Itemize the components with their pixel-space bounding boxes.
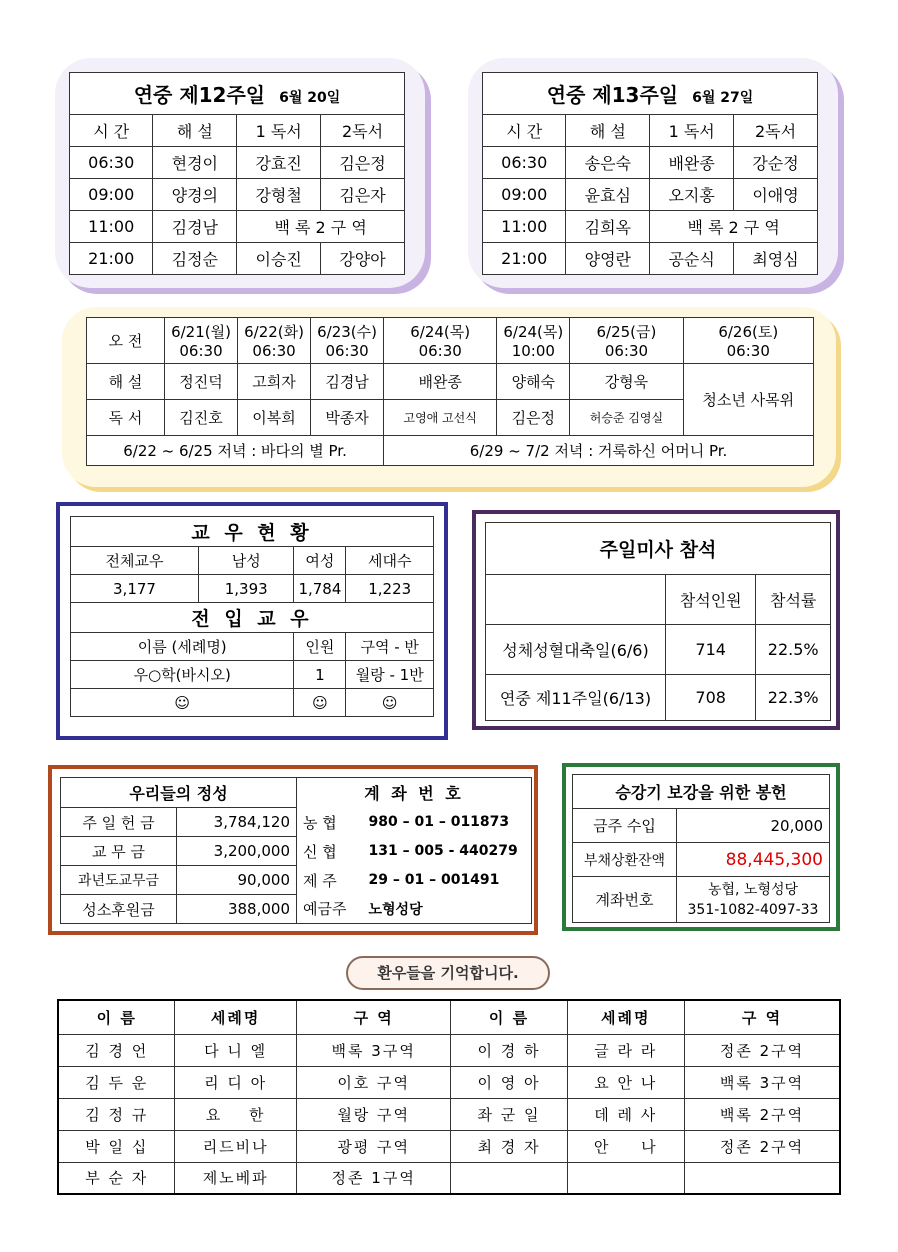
table-row: 주 일 헌 금 3,784,120 농 협 980 – 01 – 011873 [61, 808, 532, 837]
sunday-table-12 [69, 72, 405, 275]
sunday-panel-13 [468, 58, 838, 288]
transfer-title: 전 입 교 우 [71, 603, 434, 633]
attendance-table: 주일미사 참석 참석인원 참석률 성체성혈대축일(6/6) 714 22.5% 연중 제11주일(6/13) 708 22.3% [485, 522, 831, 721]
memorial-table [57, 999, 841, 1195]
smile-icon: ☺ [294, 689, 346, 717]
table-row: 09:00 윤효심 오지홍 이애영 [483, 179, 818, 211]
table-header: 시 간 해 설 1 독서 2독서 [70, 115, 405, 147]
table-header: 시 간 해 설 1 독서 2독서 [483, 115, 818, 147]
sunday-title: 연중 제12주일 6월 20일 [70, 73, 405, 115]
table-row: 성체성혈대축일(6/6) 714 22.5% [486, 625, 831, 675]
weekday-table [86, 317, 814, 466]
table-row: 성소후원금 388,000 예금주 노형성당 [61, 895, 532, 924]
weekday-reading-row: 독 서 김진호 이복희 박종자 고영애 고선식 김은정 허승준 김영실 [87, 400, 814, 436]
sunday-title: 연중 제13주일 6월 27일 [483, 73, 818, 115]
table-row: 21:00 양영란 공순식 최영심 [483, 243, 818, 275]
table-row: 부 순 자 제노베파 정존 1구역 [58, 1162, 840, 1194]
table-row: 금주 수입 20,000 [573, 809, 830, 843]
sunday-panel-12 [55, 58, 425, 288]
table-row: 09:00 양경의 강형철 김은자 [70, 179, 405, 211]
offering-title: 우리들의 정성 [61, 778, 297, 808]
table-row: 김 정 규 요 한 월랑 구역 좌 군 일 데 레 사 백록 2구역 [58, 1098, 840, 1130]
debt-balance: 88,445,300 [677, 843, 830, 877]
offering-box [48, 765, 538, 935]
table-row: 김 두 운 리 디 아 이호 구역 이 영 아 요 안 나 백록 3구역 [58, 1066, 840, 1098]
attendance-title: 주일미사 참석 [486, 523, 831, 575]
weekday-panel [62, 307, 836, 487]
parish-status-box [56, 502, 448, 740]
table-row: 21:00 김정순 이승진 강양아 [70, 243, 405, 275]
table-row: 교 무 금 3,200,000 신 협 131 – 005 - 440279 [61, 837, 532, 866]
table-row: 계좌번호 농협, 노형성당 351-1082-4097-33 [573, 877, 830, 923]
weekday-notes-row: 6/22 ~ 6/25 저녁 : 바다의 별 Pr. 6/29 ~ 7/2 저녁 : 거룩하신 어머니 Pr. [87, 436, 814, 466]
elevator-title: 승강기 보강을 위한 봉헌 [573, 775, 830, 809]
parish-status-table: 교 우 현 황 전체교우 남성 여성 세대수 3,177 1,393 1,784 1,223 전 입 교 우 이름 (세례명) 인원 구역 - 반 우○학(바시오) 1 월랑 - 1반 ☺ ☺ ☺ [70, 516, 434, 717]
weekday-comment-row: 해 설 정진덕 고희자 김경남 배완종 양해숙 강형욱 청소년 사목위 [87, 364, 814, 400]
table-row: 06:30 현경이 강효진 김은정 [70, 147, 405, 179]
weekday-date-row: 오 전 6/21(월) 06:30 6/22(화) 06:30 6/23(수) 06:30 6/24(목) 06:30 6/24(목) 10:00 6/25(금) 06:30 6/26(토) 06:30 [87, 318, 814, 364]
smile-icon: ☺ [346, 689, 434, 717]
memorial-title: 환우들을 기억합니다. [346, 956, 550, 990]
table-row: 연중 제11주일(6/13) 708 22.3% [486, 675, 831, 721]
table-header: 이 름 세례명 구 역 이 름 세례명 구 역 [58, 1000, 840, 1034]
elevator-fund-table [572, 774, 830, 923]
table-row: 박 일 십 리드비나 광평 구역 최 경 자 안 나 정존 2구역 [58, 1130, 840, 1162]
table-row: 김 경 언 다 니 엘 백록 3구역 이 경 하 글 라 라 정존 2구역 [58, 1034, 840, 1066]
attendance-box [472, 510, 840, 730]
table-row: 과년도교무금 90,000 제 주 29 – 01 – 001491 [61, 866, 532, 895]
account-title: 계 좌 번 호 [297, 778, 532, 808]
table-row: 06:30 송은숙 배완종 강순정 [483, 147, 818, 179]
table-row: 11:00 김희옥 백 록 2 구 역 [483, 211, 818, 243]
table-row: 11:00 김경남 백 록 2 구 역 [70, 211, 405, 243]
table-row: 부채상환잔액 88,445,300 [573, 843, 830, 877]
smile-icon: ☺ [71, 689, 294, 717]
table-row: 우○학(바시오) 1 월랑 - 1반 [71, 661, 434, 689]
sunday-table-13 [482, 72, 818, 275]
parish-title: 교 우 현 황 [71, 517, 434, 547]
elevator-fund-box [562, 763, 840, 931]
offering-table [60, 777, 532, 924]
table-row [71, 689, 434, 717]
